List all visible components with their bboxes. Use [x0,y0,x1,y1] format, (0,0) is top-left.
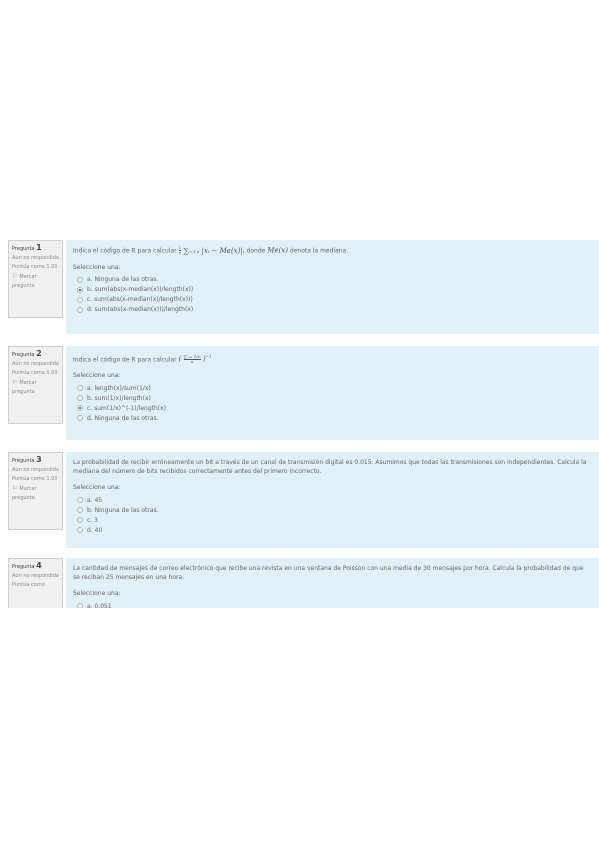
answer-option[interactable]: b. Ninguna de las otras. [73,505,592,515]
question-number: Pregunta 3 [12,455,42,464]
radio-button[interactable] [77,287,83,293]
question-text: La cantidad de mensajes de correo electrónico que recibe una revista en una ventana de Poisson con una media de 30 mensajes por hora. Calcula la probabilidad de que se reciban 25 mensajes en una hora. [73,565,584,581]
select-prompt: Seleccione una: [73,263,121,271]
question-content [66,452,599,548]
radio-button[interactable] [77,497,83,503]
question-score: Puntúa como 1,00 [12,370,58,376]
question-text: La probabilidad de recibir erróneamente un bit a través de un canal de transmisión digital es 0.015. Asumimos que todas las transmisiones son independientes. Calcula la mediana del número de bits recibidos correctamente antes del primero incorrecto. [73,459,587,475]
radio-button[interactable] [77,527,83,533]
question-content [66,558,599,608]
flag-question[interactable]: ⚐ Marcar pregunta [12,379,37,395]
question-score: Puntúa como [12,582,45,588]
radio-button[interactable] [77,395,83,401]
question-text: Indica el código de R para calcular $\frac{1}{n}$ ∑i=1 n |xᵢ − Me(x)|, donde Me(x) denota la mediana. [73,245,349,255]
answer-option[interactable]: a. Ninguna de las otras. [73,275,592,285]
radio-button[interactable] [77,603,83,608]
answer-option[interactable]: d. Ninguna de las otras. [73,413,592,423]
flag-question[interactable]: ⚐ Marcar pregunta [12,273,37,289]
question-content [66,240,599,334]
answer-option[interactable]: a. 0.051 [73,601,592,608]
answer-option[interactable]: a. 45 [73,495,592,505]
question-info [8,240,63,318]
flag-question[interactable]: ⚐ Marcar pregunta [12,485,37,501]
question-info [8,346,63,424]
question-number: Pregunta 4 [12,561,42,570]
quiz-screenshot [0,240,599,608]
radio-button[interactable] [77,277,83,283]
answer-option[interactable]: d. sum(abs(x-median(x)))/length(x) [73,305,592,315]
select-prompt: Seleccione una: [73,590,121,597]
formula: ( $\frac{\text{∑ⁿᵢ₌₁ 1/xᵢ}}{n}$ )$^{-1}$ [178,353,212,364]
answer-option[interactable]: c. sum(1/x)^(-1)/length(x) [73,403,592,413]
question-number: Pregunta 1 [12,243,42,252]
answer-option[interactable]: a. length(x)/sum(1/x) [73,383,592,393]
question-info [8,452,63,530]
answer-option[interactable]: c. sum(abs(x-median(x)/length(x))) [73,295,592,305]
question-status: Aún no respondida [12,573,59,579]
question-status: Aún no respondida [12,467,59,473]
question-content [66,346,599,440]
flag-icon: ⚐ [12,485,18,492]
radio-button[interactable] [77,297,83,303]
answer-option[interactable]: d. 40 [73,525,592,535]
radio-button[interactable] [77,507,83,513]
question-info [8,558,63,608]
select-prompt: Seleccione una: [73,372,121,380]
flag-icon: ⚐ [12,273,18,280]
question-number: Pregunta 2 [12,349,42,358]
answer-option[interactable]: b. sum(abs(x-median(x))/length(x)) [73,285,592,295]
question-score: Puntúa como 1,00 [12,476,58,482]
flag-icon: ⚐ [12,379,18,386]
answer-option[interactable]: c. 3 [73,515,592,525]
question-text: Indica el código de R para calcular ( $\frac{\text{∑ⁿᵢ₌₁ 1/xᵢ}}{n}$ )$^{-1}$ [73,353,212,364]
select-prompt: Seleccione una: [73,484,121,491]
radio-button[interactable] [77,405,83,411]
question-status: Aún no respondida [12,255,59,261]
question-score: Puntúa como 1,00 [12,264,58,270]
formula: $\frac{1}{n}$ ∑i=1 n |xᵢ − Me(x)| [178,245,243,255]
question-status: Aún no respondida [12,361,59,367]
radio-button[interactable] [77,385,83,391]
answer-option[interactable]: b. sum(1/x)/length(x) [73,393,592,403]
radio-button[interactable] [77,517,83,523]
radio-button[interactable] [77,415,83,421]
radio-button[interactable] [77,307,83,313]
